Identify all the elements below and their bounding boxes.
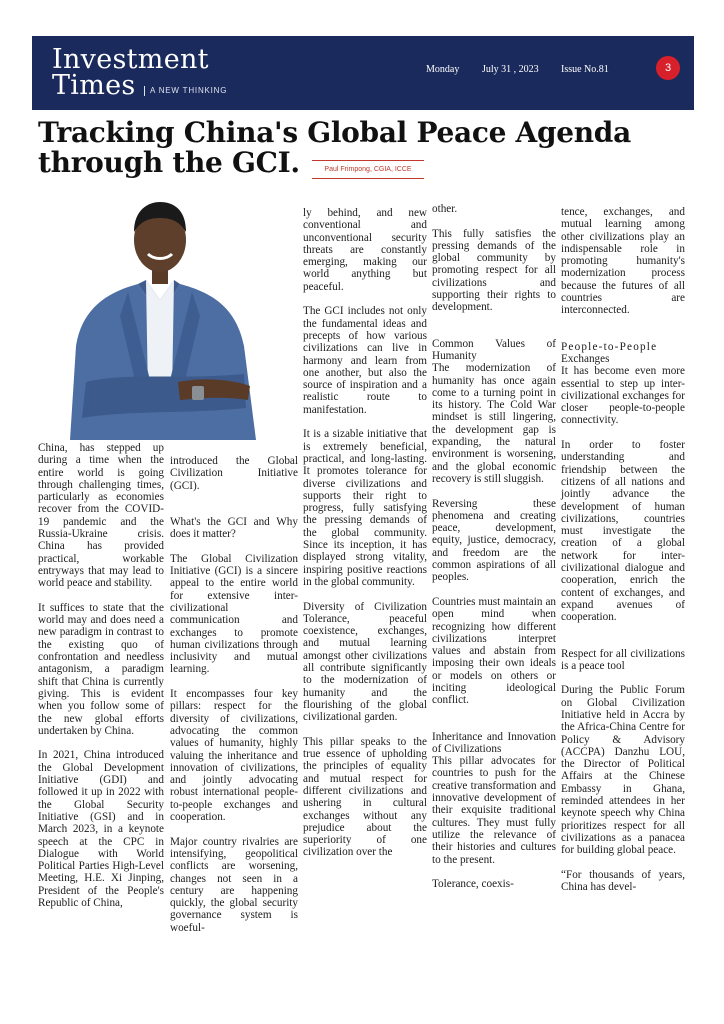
paragraph: The modernization of humanity has once again come to a turning point in its history. The Cold War mindset is still lingering, the development gap is expanding, the natural environment is worsening, and the global economic recovery is still sluggish. [432,362,556,485]
issue-day: Monday [426,64,460,75]
article-headline: Tracking China's Global Peace Agenda through the GCI. [38,116,631,179]
section-heading: Common Values of Humanity [432,337,556,362]
paragraph: This pillar speaks to the true essence of upholding the principles of equality and mutual respect for different civilizations and ushering in cultural exchanges without any prejudice about the superiority of one civilization over the [303,735,427,859]
paragraph: China, has stepped up during a time when the entire world is going through challenging times, particularly as economies recover from the COVID-19 pandemic and the Russia-Ukraine crisis. China has provided practical, workable entryways that may lead to world peace and stability. [38,442,164,590]
page-number-badge: 3 [656,56,680,80]
author-photo [68,196,258,440]
brand-tagline: A NEW THINKING [144,86,227,96]
brand-name-line2: Times [52,70,136,101]
section-heading: What's the GCI and Why does it matter? [170,515,298,541]
brand-name-line1: Investment [52,44,209,75]
paragraph: Reversing these phenomena and creating peace, development, equity, justice, democracy, and freedom are the common aspirations of all peoples. [432,497,556,584]
paragraph: It has become even more essential to step up inter-civilizational exchanges for closer people-to-people connectivity. [561,365,685,427]
paragraph: Countries must maintain an open mind when recognizing how different civilizations interpret values and abstain from imposing their own ideals or models on others or inciting ideological conflict. [432,595,556,707]
author-portrait-illustration [68,196,258,440]
paragraph: It encompasses four key pillars: respect for the diversity of civilizations, advocating the common values of humanity, highly valuing the inheritance and innovation of civilizations, and jointly advocating robust international people-to-people exchanges and cooperation. [170,688,298,824]
paragraph: Tolerance, coexis- [432,878,514,891]
paragraph: The Global Civilization Initiative (GCI) is a sincere appeal to the entire world for extensive inter-civilizational communication and exchanges to promote human civilizations through inclusivity and mutual learning. [170,552,298,676]
section-heading: Inheritance and Innovation of Civilizations [432,730,556,755]
issue-date: July 31 , 2023 [482,64,539,75]
paragraph: This fully satisfies the pressing demands of the global community by promoting respect for all civilizations and supporting their rights to development. [432,227,556,314]
author-byline: Paul Frimpong, CGIA, ICCE [312,160,424,179]
issue-number: Issue No.81 [561,64,609,75]
paragraph: ly behind, and new conventional and unconventional security threats are constantly emerging, making our world anything but peaceful. [303,207,427,293]
article-column-1 [38,442,164,922]
masthead [32,36,694,110]
article-column-4 [432,203,556,903]
section-heading: People-to-People [561,340,658,353]
paragraph: introduced the Global Civilization Initiative (GCI). [170,455,298,492]
paragraph: In order to foster understanding and friendship between the citizens of all nations and jointly advance the development of human civilizations, countries must investigate the creation of a global network for inter-civilizational dialogue and cooperation, enrich the content of exchanges, and expand avenues of cooperation. [561,439,685,624]
paragraph: During the Public Forum on Global Civilization Initiative held in Accra by the Africa-China Centre for Policy & Advisory (ACCPA) Danzhu LOU, the Director of Political Affairs at the Chinese Embassy in Ghana, reminded attendees in her keynote speech why China prioritizes respect for all civilizations as a panacea for building global peace. [561,684,685,857]
paragraph: This pillar advocates for countries to push for the creative transformation and innovative development of their exquisite traditional cultures. They must fully utilize the relevance of their histories and cultures to the present. [432,755,556,866]
paragraph: tence, exchanges, and mutual learning among other civilizations play an indispensable role in promoting humanity's modernization process because the futures of all countries are interconnected. [561,206,685,317]
section-heading: Diversity of Civilization Tolerance, peaceful coexistence, exchanges, and mutual learning amongst other civilizations all contribute significantly to the modernization of humanity and the flourishing of the global civilizational garden. [303,600,427,724]
paragraph: Major country rivalries are intensifying, geopolitical conflicts are worsening, changes not seen in a century are happening quickly, the global security governance system is woeful- [170,835,298,934]
paragraph: In 2021, China introduced the Global Development Initiative (GDI) and followed it up in 2022 with the Global Security Initiative (GSI) and in March 2023, in a keynote speech at the CPC in Dialogue with World Political Parties High-Level Meeting, H.E. Xi Jinping, President of the People's Republic of China, [38,749,164,909]
paragraph: The GCI includes not only the fundamental ideas and precepts of how various civilizations can live in harmony and learn from one another, but also the source of inspiration and a realistic route to manifestation. [303,305,427,416]
paragraph: other. [432,203,458,215]
paragraph: It suffices to state that the world may and does need a new paradigm in contrast to the existing quo of confrontation and needless antagonism, a paradigm shift that China is currently giving. This is evident when you follow some of the new global efforts undertaken by China. [38,601,164,737]
paragraph: “For thousands of years, China has devel- [561,868,685,894]
article-column-2 [170,455,298,946]
paragraph: It is a sizable initiative that is extremely beneficial, practical, and long-lasting. It promotes tolerance for diverse civilizations and supports their right to progress, fully satisfying the pressing demands of the global community. Since its inception, it has displayed strong vitality, inspiring positive reactions in the global community. [303,428,427,588]
section-heading: Respect for all civilizations is a peace tool [561,647,685,672]
section-heading: Exchanges [561,352,610,365]
article-column-3 [303,207,427,871]
article-column-5 [561,206,685,906]
